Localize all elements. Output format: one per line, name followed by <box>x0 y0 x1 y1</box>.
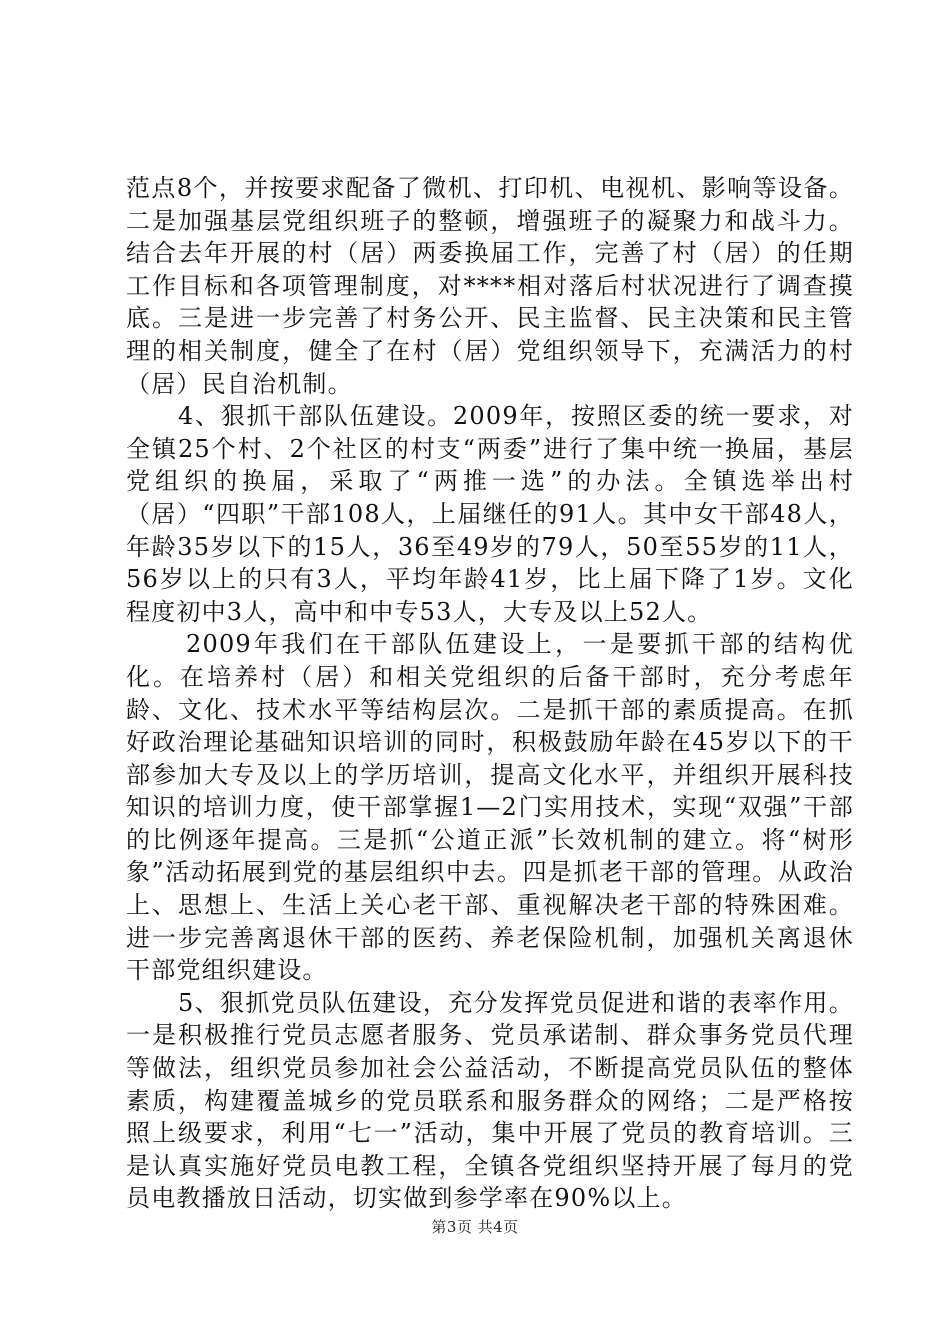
document-body <box>126 172 854 1215</box>
paragraph-intro: 范点8个，并按要求配备了微机、打印机、电视机、影响等设备。二是加强基层党组织班子的整顿，增强班子的凝聚力和战斗力。结合去年开展的村（居）两委换届工作，完善了村（居）的任期工作目标和各项管理制度，对****相对落后村状况进行了调查摸底。三是进一步完善了村务公开、民主监督、民主决策和民主管理的相关制度，健全了在村（居）党组织领导下，充满活力的村（居）民自治机制。 <box>126 174 854 398</box>
paragraph-party-members: 5、狠抓党员队伍建设，充分发挥党员促进和谐的表率作用。一是积极推行党员志愿者服务、党员承诺制、群众事务党员代理等做法，组织党员参加社会公益活动，不断提高党员队伍的整体素质，构建覆盖城乡的党员联系和服务群众的网络；二是严格按照上级要求，利用“七一”活动，集中开展了党员的教育培训。三是认真实施好党员电教工程，全镇各党组织坚持开展了每月的党员电教播放日活动，切实做到参学率在90%以上。 <box>126 988 854 1213</box>
paragraph-cadre-plan: 2009年我们在干部队伍建设上，一是要抓干部的结构优化。在培养村（居）和相关党组织的后备干部时，充分考虑年龄、文化、技术水平等结构层次。二是抓干部的素质提高。在抓好政治理论基础知识培训的同时，积极鼓励年龄在45岁以下的干部参加大专及以上的学历培训，提高文化水平，并组织开展科技知识的培训力度，使干部掌握1—2门实用技术，实现“双强”干部的比例逐年提高。三是抓“公道正派”长效机制的建立。将“树形象”活动拓展到党的基层组织中去。四是抓老干部的管理。从政治上、思想上、生活上关心老干部、重视解决老干部的特殊困难。进一步完善离退休干部的医药、养老保险机制，加强机关离退休干部党组织建设。 <box>126 630 854 985</box>
page-footer: 第3页 共4页 <box>431 1218 519 1236</box>
paragraph-cadre-team: 4、狠抓干部队伍建设。2009年，按照区委的统一要求，对全镇25个村、2个社区的村支“两委”进行了集中统一换届，基层党组织的换届，采取了“两推一选”的办法。全镇选举出村（居）“四职”干部108人，上届继任的91人。其中女干部48人，年龄35岁以下的15人，36至49岁的79人，50至55岁的11人，56岁以上的只有3人，平均年龄41岁，比上届下降了1岁。文化程度初中3人，高中和中专53人，大专及以上52人。 <box>126 402 854 626</box>
